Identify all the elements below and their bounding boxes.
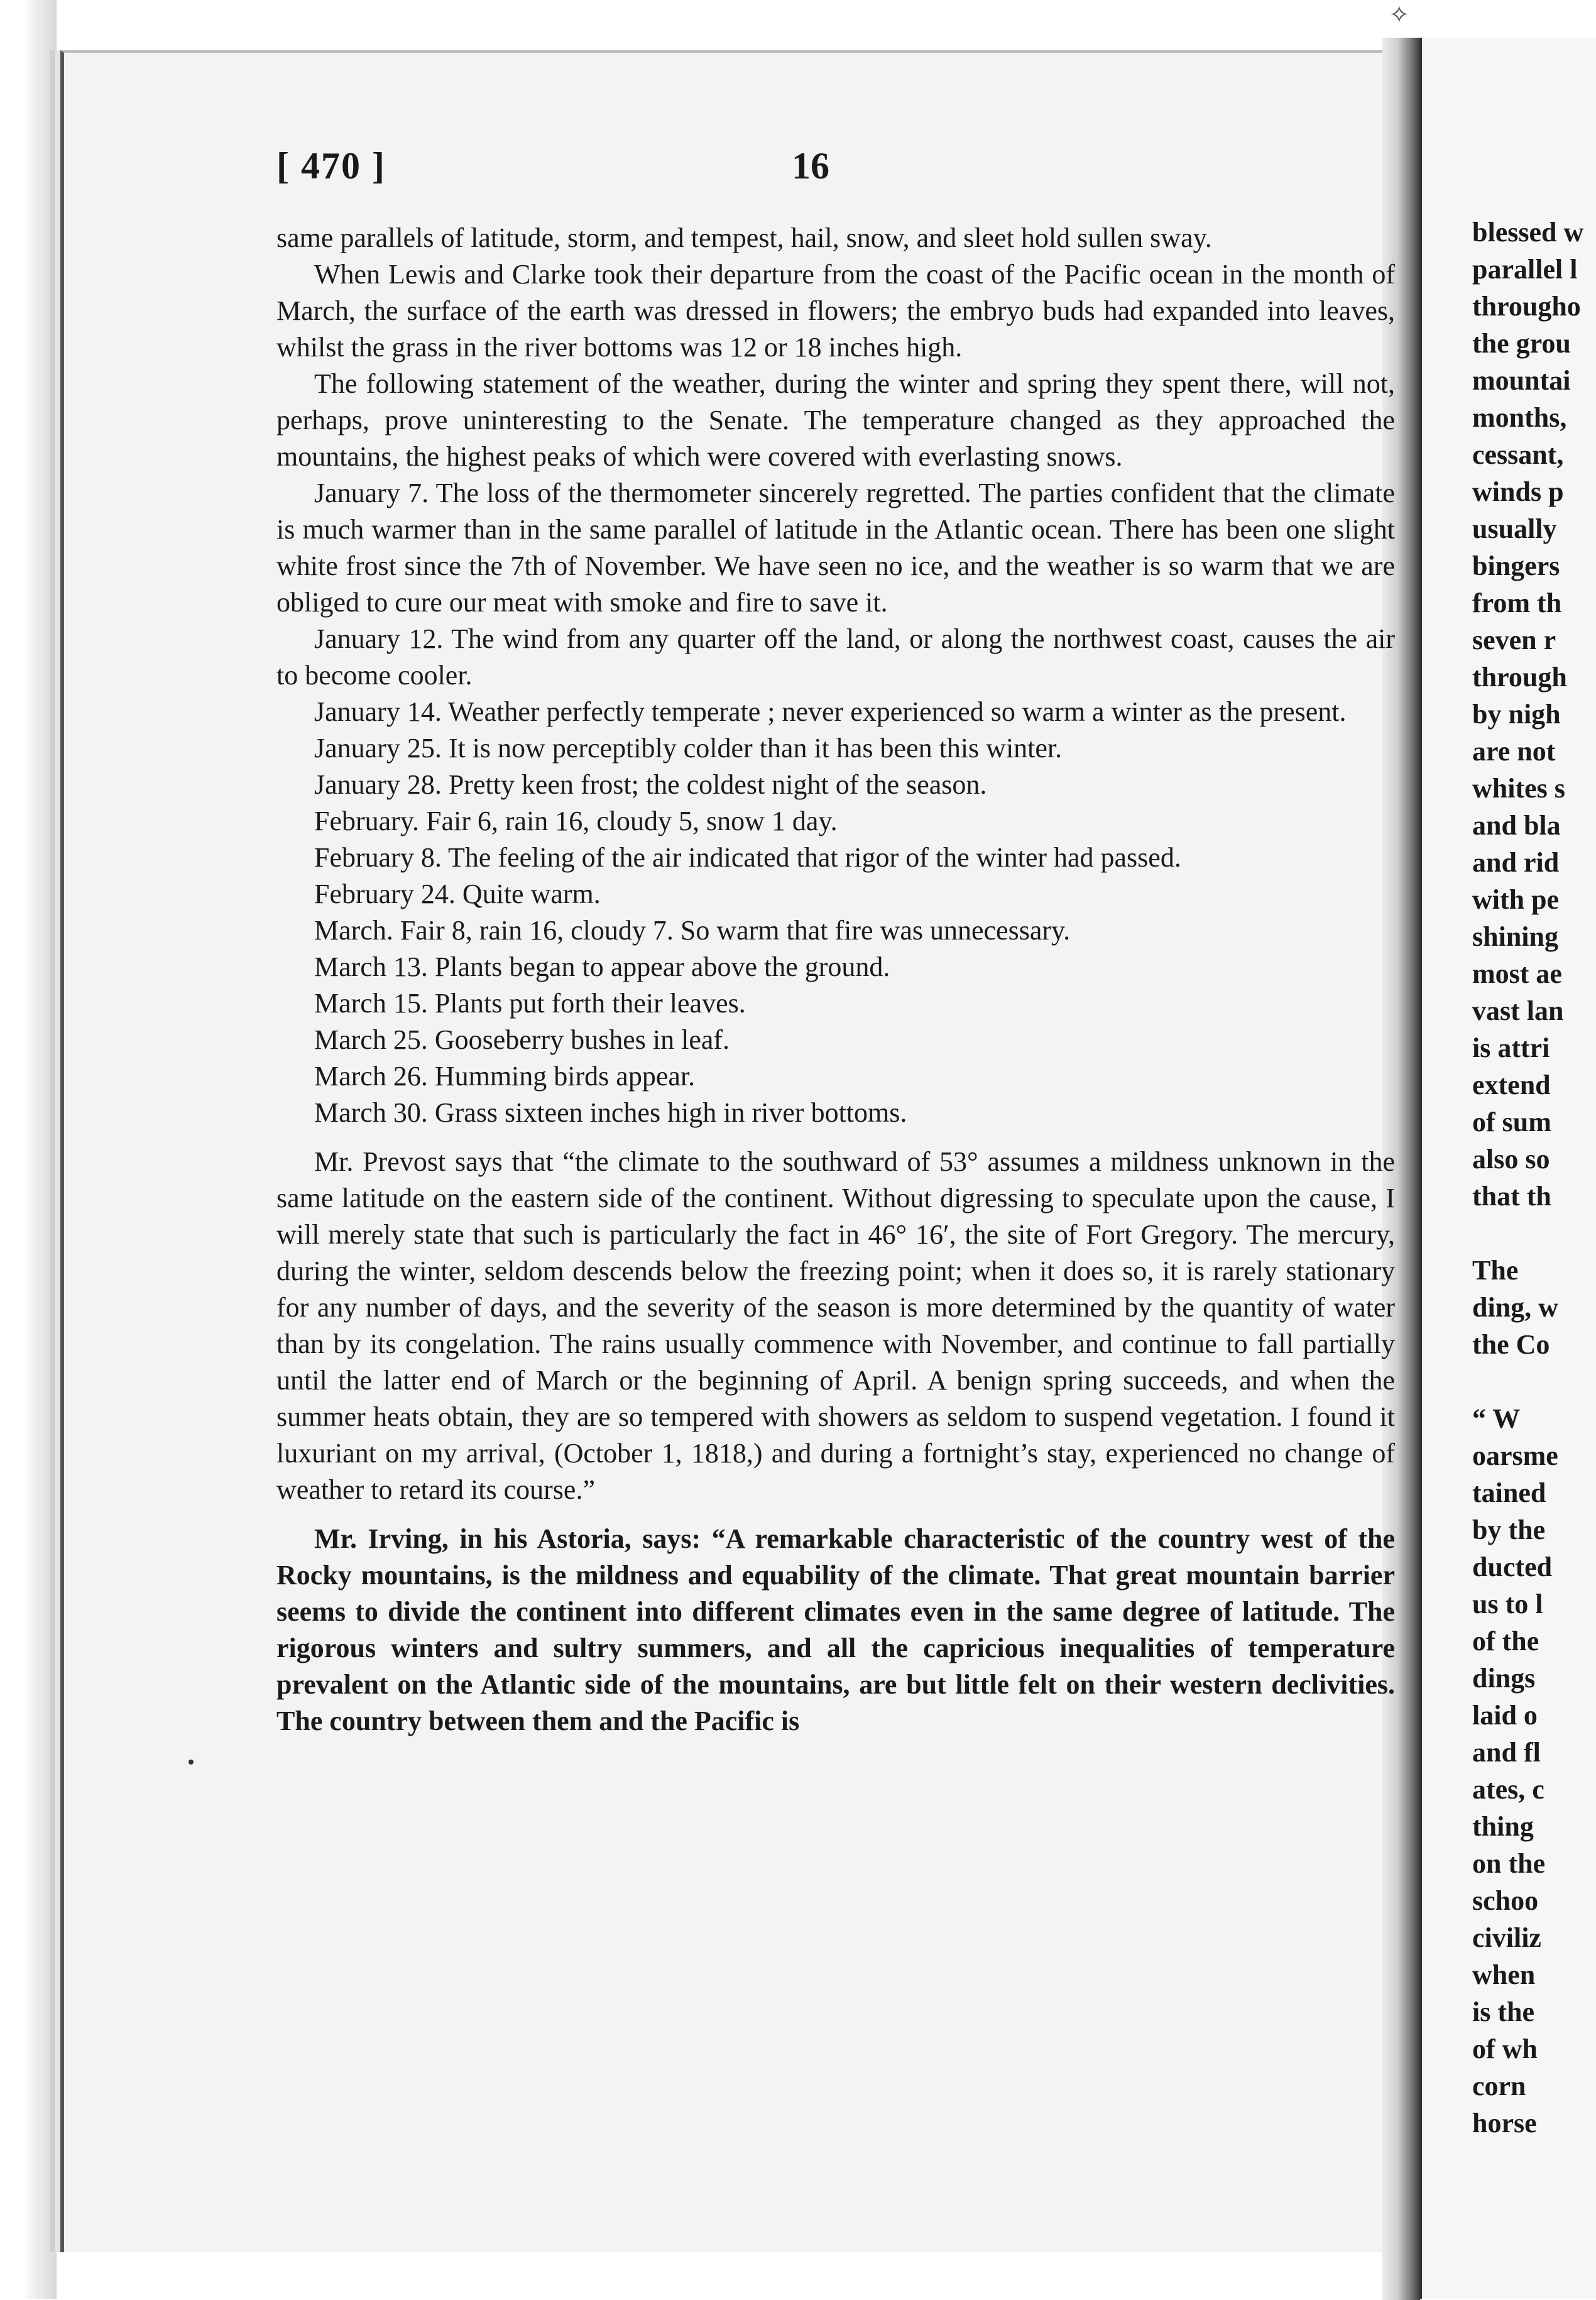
right-page-line: of the <box>1472 1626 1539 1657</box>
right-page-line: us to l <box>1472 1589 1543 1619</box>
right-page-line: of wh <box>1472 2034 1538 2064</box>
intro-paragraph: same parallels of latitude, storm, and tempest, hail, snow, and sleet hold sullen sway. <box>276 222 1212 253</box>
right-page-line: and fl <box>1472 1737 1541 1768</box>
irving-quote-paragraph: Mr. Irving, in his Astoria, says: “A remarkable characteristic of the country west of the Rocky mountains, is the mildness and equability of the climate. That great mountain barrier seems to divide the continent into different climates even in the same degree of latitude. The rigorous winters and sultry summers, and all the capricious inequalities of temperature prevalent on the Atlantic side of the mountains, are but little felt on their western declivities. The country between them and the Pacific is <box>276 1523 1395 1736</box>
right-page-line: shining <box>1472 921 1558 952</box>
right-page-line: corn <box>1472 2071 1526 2101</box>
right-page-line: througho <box>1472 291 1581 322</box>
right-page-line: from th <box>1472 588 1562 618</box>
right-page-line: “ W <box>1472 1403 1521 1434</box>
right-page-line: parallel l <box>1472 254 1578 285</box>
right-page-line: seven r <box>1472 625 1556 655</box>
right-page-line: is the <box>1472 1996 1534 2027</box>
right-page-fragment <box>1420 38 1596 2299</box>
weather-entry: March 13. Plants began to appear above the ground. <box>314 951 890 982</box>
right-page-line: whites s <box>1472 773 1565 804</box>
right-page-line: through <box>1472 662 1567 693</box>
right-page-line: also so <box>1472 1144 1550 1175</box>
right-page-line: tained <box>1472 1477 1546 1508</box>
right-page-line: dings <box>1472 1663 1536 1694</box>
weather-entry: January 28. Pretty keen frost; the coldest night of the season. <box>314 769 987 800</box>
right-page-line: winds p <box>1472 476 1564 507</box>
weather-entry: March. Fair 8, rain 16, cloudy 7. So warm that fire was unnecessary. <box>314 915 1071 946</box>
right-page-line: by nigh <box>1472 699 1561 730</box>
weather-entry: January 7. The loss of the thermometer sincerely regretted. The parties confident that the climate is much warmer than in the same parallel of latitude in the Atlantic ocean. There has been one slight white frost since the 7th of November. We have seen no ice, and the weather is so warm that we are obliged to cure our meat with smoke and fire to save it. <box>276 478 1395 618</box>
weather-entry: January 14. Weather perfectly temperate ; never experienced so warm a winter as the present. <box>314 696 1347 727</box>
right-page-line: most ae <box>1472 958 1562 989</box>
document-number: [ 470 ] <box>276 145 386 187</box>
lewis-clarke-paragraph: When Lewis and Clarke took their departure from the coast of the Pacific ocean in the month of March, the surface of the earth was dressed in flowers; the embryo buds had expanded into leaves, whilst the grass in the river bottoms was 12 or 18 inches high. <box>276 259 1395 363</box>
right-page-line <box>1472 1363 1596 1400</box>
weather-entry: February 8. The feeling of the air indicated that rigor of the winter had passed. <box>314 842 1181 873</box>
page-header <box>276 145 1407 195</box>
right-page-line: vast lan <box>1472 995 1564 1026</box>
right-page-line: the grou <box>1472 328 1571 359</box>
right-page-line: and bla <box>1472 810 1561 841</box>
weather-entry: January 25. It is now perceptibly colder than it has been this winter. <box>314 733 1063 764</box>
right-page-line: ducted <box>1472 1552 1553 1582</box>
right-page-line: the Co <box>1472 1329 1550 1360</box>
right-page-line: cessant, <box>1472 439 1564 470</box>
right-page-line: civiliz <box>1472 1922 1541 1953</box>
right-page-line: and rid <box>1472 847 1560 878</box>
right-page-line: laid o <box>1472 1700 1538 1731</box>
weather-entry: February 24. Quite warm. <box>314 879 601 909</box>
right-page-line: of sum <box>1472 1107 1551 1137</box>
margin-mark <box>189 1760 194 1765</box>
weather-statement-paragraph: The following statement of the weather, during the winter and spring they spent there, will not, perhaps, prove uninteresting to the Senate. The temperature changed as they approached the mountains, the highest peaks of which were covered with everlasting snows. <box>276 368 1395 472</box>
right-page-line: are not <box>1472 736 1556 767</box>
prevost-quote-paragraph: Mr. Prevost says that “the climate to the southward of 53° assumes a mildness unknown in the same latitude on the eastern side of the continent. Without digressing to speculate upon the cause, I will merely state that such is particularly the fact in 46° 16′, the site of Fort Gregory. The mercury, during the winter, seldom descends below the freezing point; when it does so, it is rarely stationary for any number of days, and the severity of the season is more determined by the quantity of water than by its congelation. The rains usually commence with November, and continue to fall partially until the latter end of March or the beginning of April. A benign spring succeeds, and when the summer heats obtain, they are so tempered with showers as seldom to suspend vegetation. I found it luxuriant on my arrival, (October 1, 1818,) and during a fortnight’s stay, experienced no change of weather to retard its course.” <box>276 1146 1395 1505</box>
right-page-line: that th <box>1472 1181 1551 1212</box>
scan-speck: ✧ <box>1389 1 1410 29</box>
right-page-line: ding, w <box>1472 1292 1558 1323</box>
right-page-line: oarsme <box>1472 1440 1558 1471</box>
right-page-line: thing <box>1472 1811 1534 1842</box>
right-page-line: when <box>1472 1959 1536 1990</box>
weather-entry: March 15. Plants put forth their leaves. <box>314 988 746 1019</box>
weather-entry: February. Fair 6, rain 16, cloudy 5, snow 1 day. <box>314 806 838 836</box>
weather-entry: January 12. The wind from any quarter off the land, or along the northwest coast, causes the air to become cooler. <box>276 623 1395 691</box>
right-page-line: bingers <box>1472 550 1560 581</box>
book-edge-left <box>0 0 57 2299</box>
right-page-line: is attri <box>1472 1032 1550 1063</box>
right-page-line: schoo <box>1472 1885 1539 1916</box>
right-page-line: usually <box>1472 513 1557 544</box>
right-page-line: months, <box>1472 402 1567 433</box>
right-page-line: with pe <box>1472 884 1560 915</box>
right-page-line: extend <box>1472 1070 1551 1100</box>
right-page-line: on the <box>1472 1848 1546 1879</box>
right-page-line: ates, c <box>1472 1774 1544 1805</box>
weather-entry: March 25. Gooseberry bushes in leaf. <box>314 1024 730 1055</box>
weather-entry: March 26. Humming birds appear. <box>314 1061 696 1092</box>
right-page-line: horse <box>1472 2108 1537 2138</box>
right-page-line: blessed w <box>1472 217 1584 248</box>
right-page-lines <box>1472 214 1596 2142</box>
page-number: 16 <box>792 145 829 187</box>
right-page-line: by the <box>1472 1514 1546 1545</box>
right-page-line: The <box>1472 1255 1519 1286</box>
right-page-line: mountai <box>1472 365 1571 396</box>
right-page-line <box>1472 1215 1596 1252</box>
weather-entry: March 30. Grass sixteen inches high in river bottoms. <box>314 1097 907 1128</box>
page-body <box>276 220 1395 1739</box>
